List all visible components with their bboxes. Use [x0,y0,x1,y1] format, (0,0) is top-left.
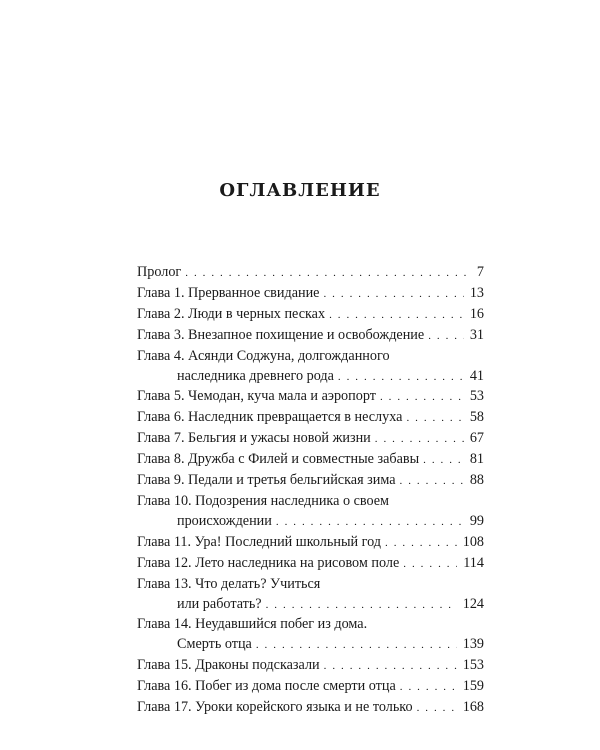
toc-entry [137,615,484,656]
toc-entry [137,408,484,429]
toc-entry-title: Глава 2. Люди в черных песках [137,305,326,322]
toc-page-number: 88 [469,472,484,489]
toc-page-number: 124 [462,595,484,612]
toc-entry-line [137,326,484,347]
toc-entry-title: Глава 7. Бельгия и ужасы новой жизни [137,430,371,447]
toc-entry-title: Глава 17. Уроки корейского языка и не только [137,699,413,716]
toc-entry-line [137,408,484,429]
toc-entry-title: Глава 6. Наследник превращается в неслуха [137,409,403,426]
toc-entry-line [137,677,484,698]
toc-entry [137,450,484,471]
toc-entry-continuation [137,367,484,388]
toc-entry-title: наследника древнего рода [177,367,334,384]
toc-page-number: 81 [469,451,484,468]
toc-entry-continuation [137,512,484,533]
toc-entry-line [137,387,484,408]
dot-leader [385,534,457,554]
toc-page-number: 114 [463,554,484,571]
toc-page-number: 41 [469,367,484,384]
toc-page-number: 108 [462,533,484,550]
toc-page-number: 13 [469,284,484,301]
toc-entry [137,284,484,305]
toc-entry-line [137,429,484,450]
toc-entry-line [137,471,484,492]
toc-entry-title: Глава 14. Неудавшийся побег из дома. [137,616,368,633]
toc-entry [137,492,484,533]
table-of-contents [137,263,484,719]
toc-page-number: 58 [469,409,484,426]
toc-entry-line [137,554,484,575]
toc-entry [137,533,484,554]
toc-entry-line [137,615,484,635]
toc-entry-title: Смерть отца [177,636,252,653]
toc-entry-title: Глава 10. Подозрения наследника о своем [137,492,390,509]
toc-entry [137,575,484,616]
toc-entry [137,656,484,677]
toc-entry-continuation [137,595,484,616]
dot-leader [185,264,471,284]
toc-entry-title: Глава 11. Ура! Последний школьный год [137,533,381,550]
dot-leader [400,678,457,698]
toc-entry-title: или работать? [177,595,262,612]
toc-entry-line [137,575,484,595]
toc-entry-line [137,450,484,471]
toc-entry-title: происхождении [177,512,272,529]
toc-entry-title: Глава 12. Лето наследника на рисовом поле [137,554,400,571]
toc-entry [137,263,484,284]
toc-entry-line [137,305,484,326]
toc-entry-title: Глава 4. Асянди Соджуна, долгожданного [137,347,390,364]
toc-entry-line [137,492,484,512]
toc-entry [137,347,484,388]
toc-page-number: 139 [462,636,484,653]
toc-entry-line [137,533,484,554]
toc-entry [137,698,484,719]
toc-page-number: 67 [469,430,484,447]
toc-entry-line [137,698,484,719]
toc-entry [137,471,484,492]
dot-leader [276,513,464,533]
toc-entry-title: Глава 5. Чемодан, куча мала и аэропорт [137,388,376,405]
dot-leader [266,596,457,616]
toc-entry-title: Глава 9. Педали и третья бельгийская зима [137,472,396,489]
toc-entry [137,305,484,326]
dot-leader [428,327,464,347]
dot-leader [256,636,457,656]
toc-page-number: 159 [462,678,484,695]
toc-entry-continuation [137,635,484,656]
toc-entry-title: Глава 16. Побег из дома после смерти отца [137,678,396,695]
toc-entry [137,554,484,575]
page-title: ОГЛАВЛЕНИЕ [219,180,381,201]
toc-entry [137,429,484,450]
toc-entry [137,677,484,698]
dot-leader [406,409,463,429]
toc-entry-line [137,656,484,677]
toc-page-number: 53 [469,388,484,405]
toc-entry-line [137,284,484,305]
dot-leader [380,388,464,408]
dot-leader [375,430,464,450]
toc-entry-line [137,263,484,284]
toc-page-number: 31 [469,326,484,343]
toc-entry-title: Глава 13. Что делать? Учиться [137,575,321,592]
toc-entry-line [137,347,484,367]
toc-entry-title: Пролог [137,264,182,280]
toc-page-number: 16 [469,305,484,322]
toc-entry-title: Глава 8. Дружба с Филей и совместные забавы [137,451,420,468]
toc-page-number: 7 [476,264,484,280]
dot-leader [400,472,464,492]
dot-leader [324,657,457,677]
toc-entry-title: Глава 1. Прерванное свидание [137,284,320,301]
toc-entry [137,326,484,347]
toc-page-number: 153 [462,657,484,674]
toc-entry-title: Глава 15. Драконы подсказали [137,657,320,674]
dot-leader [323,285,463,305]
toc-page-number: 99 [469,512,484,529]
dot-leader [403,555,457,575]
toc-entry [137,387,484,408]
dot-leader [338,368,464,388]
dot-leader [423,451,464,471]
dot-leader [329,306,464,326]
toc-page-number: 168 [462,699,484,716]
dot-leader [417,699,457,719]
toc-entry-title: Глава 3. Внезапное похищение и освобождение [137,326,425,343]
